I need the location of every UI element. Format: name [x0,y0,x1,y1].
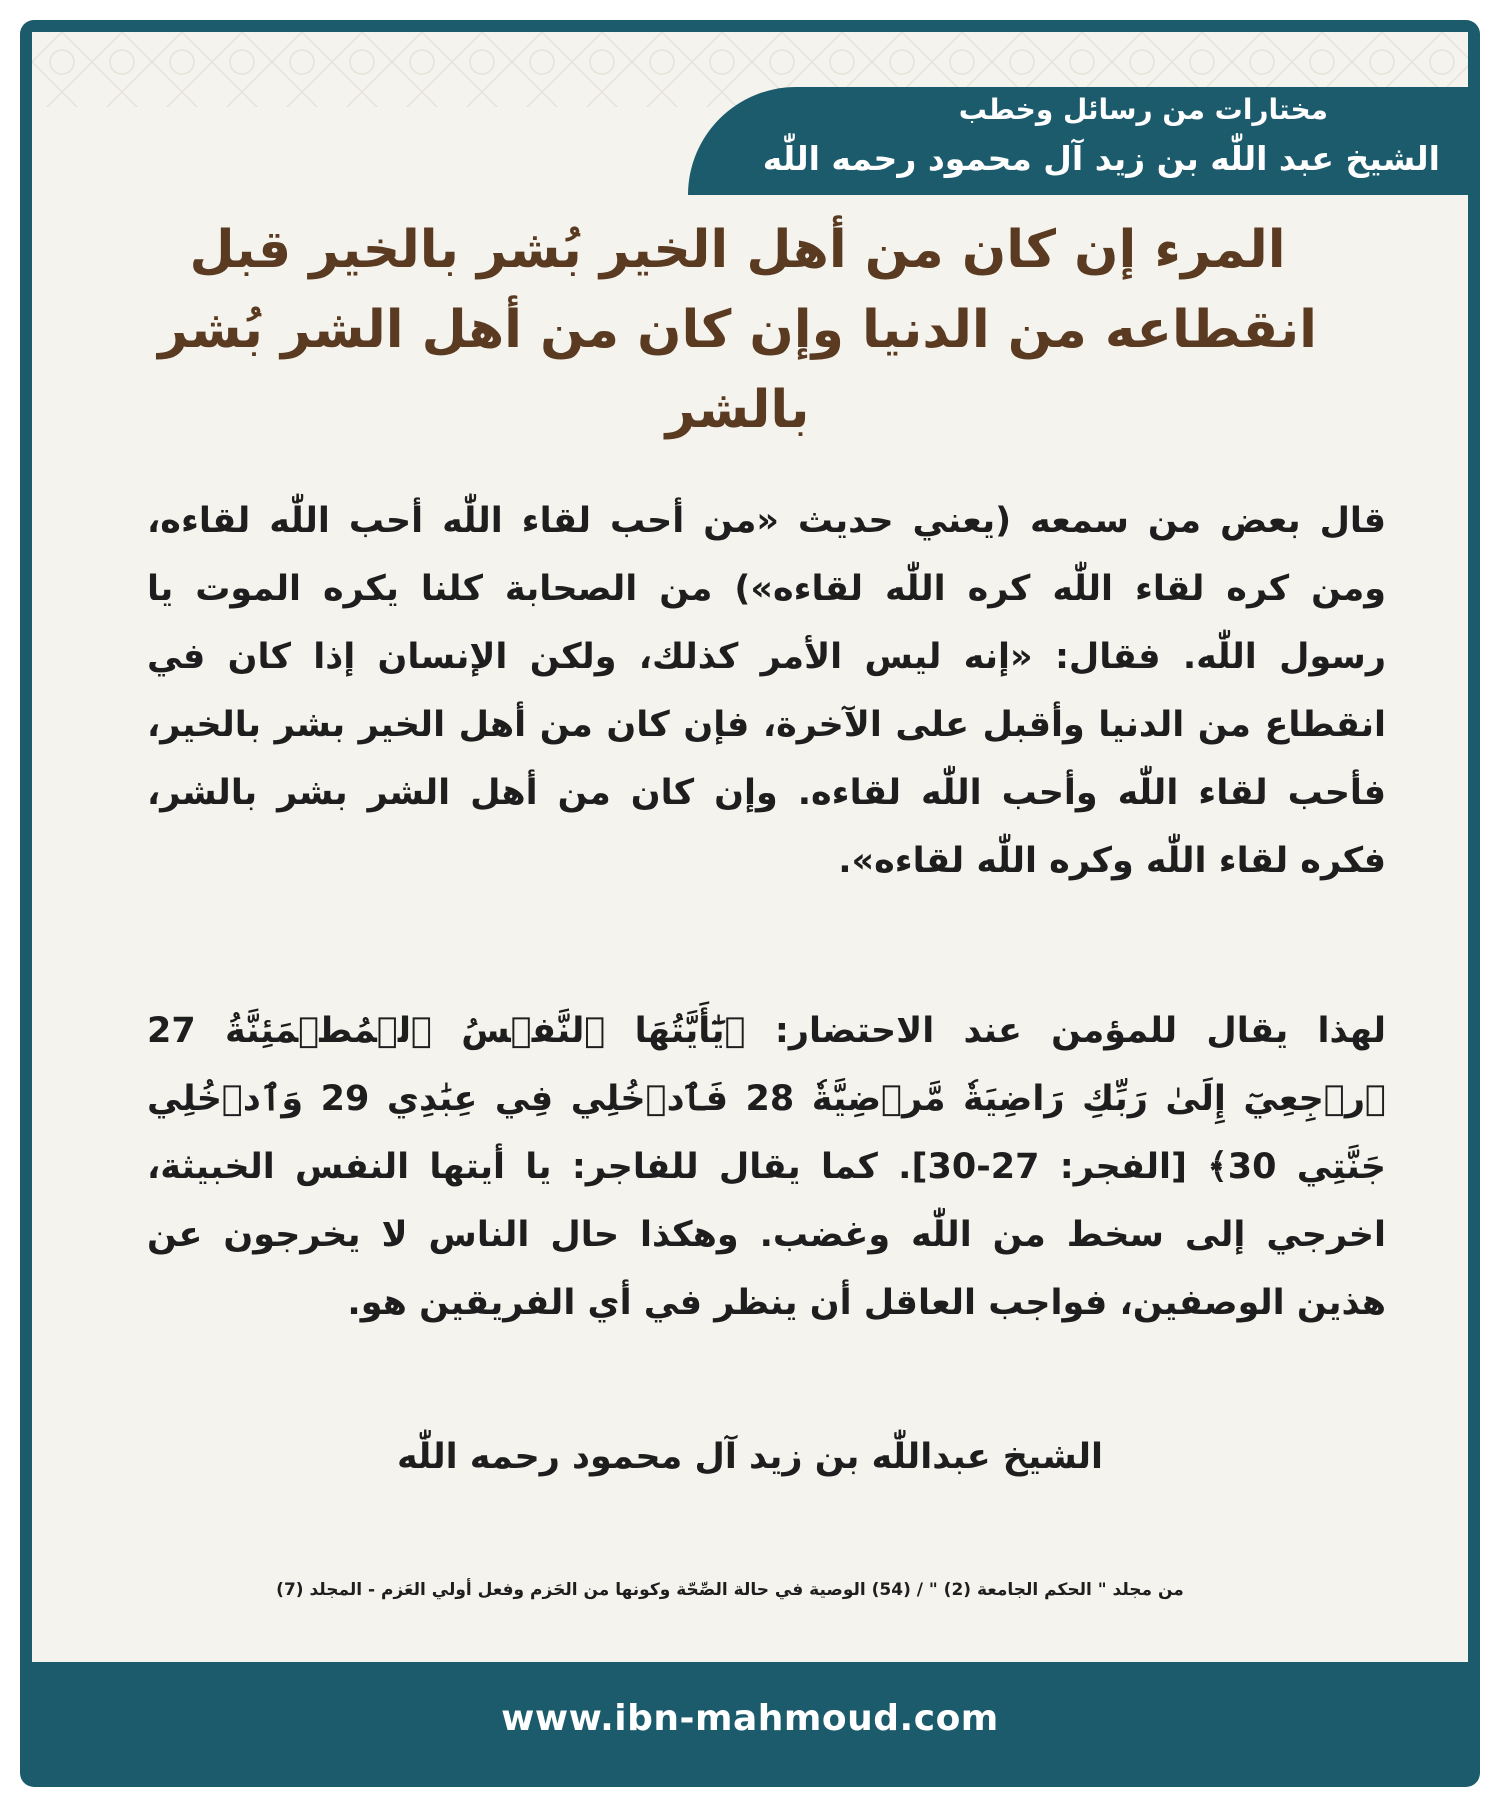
author-signature: الشيخ عبداللّٰه بن زيد آل محمود رحمه اللّٰه [396,1437,1104,1477]
page-title: المرء إن كان من أهل الخير بُشر بالخير قبل انقطاعه من الدنيا وإن كان من أهل الشر بُشر بالشر [158,220,1317,440]
header-author: الشيخ عبد اللّٰه بن زيد آل محمود رحمه اللّٰه [762,139,1440,178]
document-paper [32,32,1468,1662]
website-link[interactable]: www.ibn-mahmoud.com [501,1697,999,1739]
body-paragraph-1: قال بعض من سمعه (يعني حديث «من أحب لقاء اللّٰه أحب اللّٰه لقاءه، ومن كره لقاء اللّٰه كره اللّٰه لقاءه») من الصحابة كلنا يكره الموت يا رسول اللّٰه. فقال: «إنه ليس الأمر كذلك، ولكن الإنسان إذا كان في انقطاع من الدنيا وأقبل على الآخرة، فإن كان من أهل الخير بشر بالخير، فأحب لقاء اللّٰه وأحب اللّٰه لقاءه. وإن كان من أهل الشر بشر بالشر، فكره لقاء اللّٰه وكره اللّٰه لقاءه». [147,501,1386,881]
body-paragraph-2: لهذا يقال للمؤمن عند الاحتضار: ﴿يَٰٓأَيَّتُهَا ٱلنَّفۡسُ ٱلۡمُطۡمَئِنَّةُ 27 ٱرۡجِعِيٓ إِلَىٰ رَبِّكِ رَاضِيَةٗ مَّرۡضِيَّةٗ 28 فَٱدۡخُلِي فِي عِبَٰدِي 29 وَٱدۡخُلِي جَنَّتِي 30﴾ [الفجر: 27-30]. كما يقال للفاجر: يا أيتها النفس الخبيثة، اخرجي إلى سخط من اللّٰه وغضب. وهكذا حال الناس لا يخرجون عن هذين الوصفين، فواجب العاقل أن ينظر في أي الفريقين هو. [147,1011,1386,1323]
header-banner [688,87,1468,195]
source-citation: من مجلد " الحكم الجامعة (2) " / (54) الوصية في حالة الصِّحّة وكونها من الحَزم وفعل أولي العَزم - المجلد (7) [276,1580,1184,1600]
footer-bar [20,1668,1480,1768]
header-subtitle: مختارات من رسائل وخطب [958,93,1328,126]
